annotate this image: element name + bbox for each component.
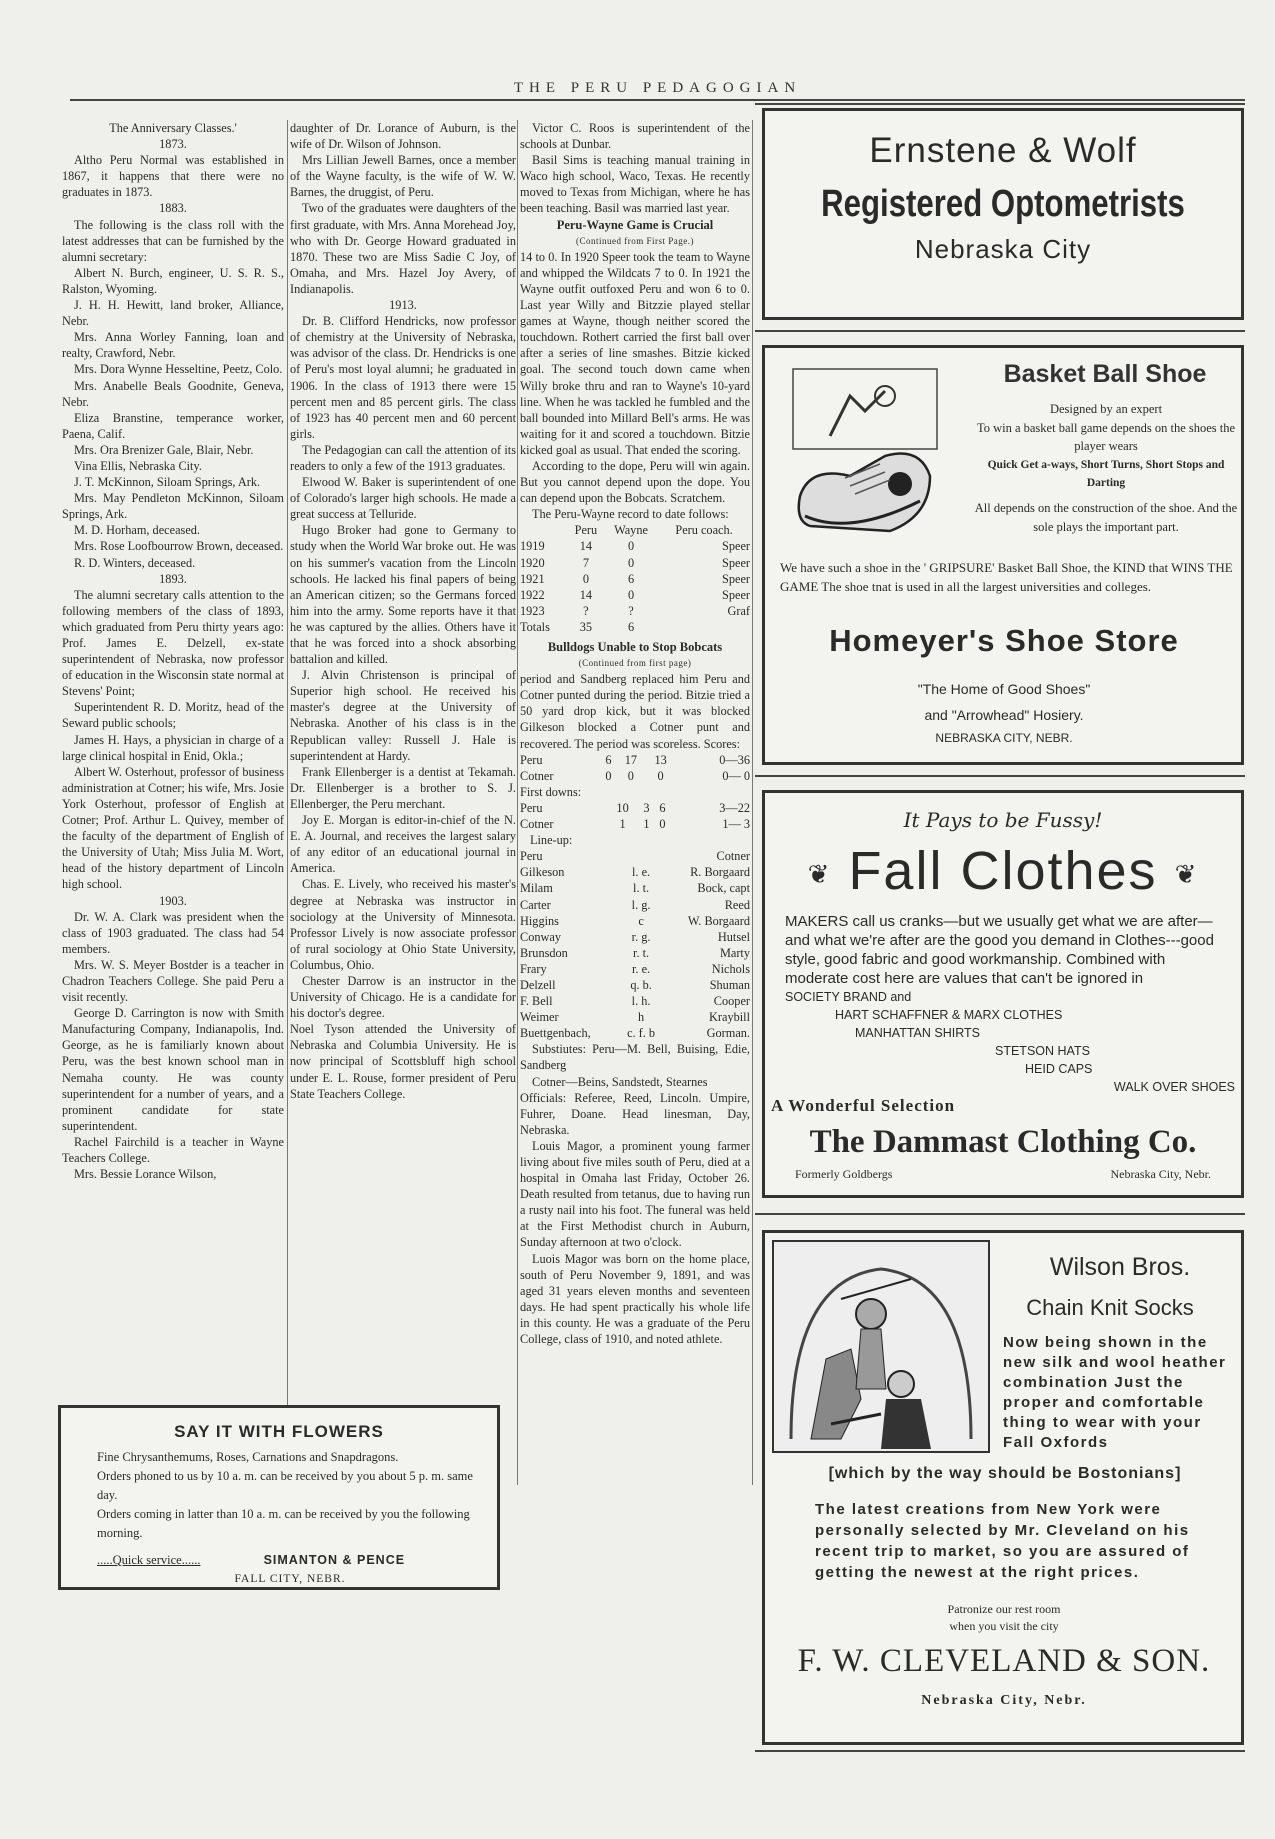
rest-room-line-2: when you visit the city [949, 1619, 1059, 1633]
record-cell: 7 [582, 555, 589, 570]
score-table [520, 752, 750, 784]
score-cell: Peru [520, 752, 543, 767]
paragraph: Chester Darrow is an instructor in the University of Chicago. He is a candidate for his doctor's degree. [290, 973, 516, 1021]
lineup-cell: l. g. [631, 897, 651, 912]
clothing-ad [762, 790, 1244, 1198]
article-headline: Peru-Wayne Game is Crucial [556, 217, 714, 232]
lineup-row [520, 961, 750, 977]
paragraph: Frank Ellenberger is a dentist at Tekamah. Dr. Ellenberger is a brother to S. J. Ellenberger, the Peru merchant. [290, 764, 516, 811]
shoe-line-5: We have such a shoe in the ' GRIPSURE' Basket Ball Shoe, the KIND that WINS THE GAME The shoe tnat is used in all the largest universities and colleges. [780, 560, 1233, 594]
score-cell: 6 [605, 752, 612, 767]
flowers-line-1: Fine Chrysanthemums, Roses, Carnations and Snapdragons. [97, 1450, 399, 1464]
paragraph: M. D. Horham, deceased. [74, 523, 201, 538]
record-row [520, 571, 750, 587]
lineup-cell: Peru [520, 849, 543, 864]
flowers-title: SAY IT WITH FLOWERS [174, 1422, 384, 1441]
lineup-cell: l. t. [633, 881, 650, 896]
lineup-cell: r. e. [632, 961, 651, 976]
record-header-row [520, 522, 750, 538]
column-3-football [520, 120, 750, 1347]
section-heading: 1893. [159, 571, 187, 586]
lineup-cell: Carter [520, 897, 551, 912]
shoe-store-name: Homeyer's Shoe Store [829, 623, 1179, 658]
lineup-row [520, 945, 750, 961]
downs-cell: Cotner [520, 817, 554, 832]
lineup-cell: Brunsdon [520, 945, 568, 960]
lineup-row [520, 1009, 750, 1025]
downs-cell: 3 [643, 800, 650, 815]
optometrists-firm: Ernstene & Wolf [869, 131, 1137, 170]
clothing-body: MAKERS call us cranks—but we usually get what we are after—and what we're after are the good you demand in Clothes---good style, good fabric and good workmanship. Combined with moderate cost here are values that can't be ignored in [785, 913, 1214, 987]
lineup-row [520, 897, 750, 913]
paragraph: Two of the graduates were daughters of the first graduate, with Mrs. Anna Morehead Joy, who with Dr. George Howard graduated in 1870. These two are Miss Sadie C Joy, of Omaha, and Mrs. Hazel Joy Avery, of Indianapolis. [290, 201, 516, 296]
lineup-cell: q. b. [630, 977, 652, 992]
ad-rule [755, 775, 1245, 777]
brand-line-3: MANHATTAN SHIRTS [855, 1026, 981, 1040]
lineup-label: Line-up: [530, 833, 573, 848]
paragraph: Mrs. Anabelle Beals Goodnite, Geneva, Nebr. [62, 378, 284, 409]
optometrists-city: Nebraska City [914, 234, 1092, 264]
cleveland-city: Nebraska City, Nebr. [921, 1693, 1087, 1708]
shoe-line-3: Quick Get a-ways, Short Turns, Short Stops and Darting [987, 458, 1225, 490]
cleveland-firm-name: F. W. CLEVELAND & SON. [797, 1643, 1211, 1679]
column-divider [287, 120, 288, 1485]
lineup-cell: Bock, capt [697, 881, 750, 896]
shoe-line-4: All depends on the construction of the shoe. And the sole plays the important part. [974, 500, 1238, 534]
column-2-alumni-news [290, 120, 516, 1102]
paragraph: J. Alvin Christenson is principal of Superior high school. He received his master's degree at the University of Nebraska. Another of his class is in the Republican valley: Russell J. Hale is superintendent at Hardy. [290, 668, 516, 763]
leaf-ornament-icon: ❦ [1174, 859, 1199, 890]
leaf-ornament-icon: ❦ [807, 859, 832, 890]
optometrists-ad [762, 108, 1244, 320]
record-cell: 6 [627, 619, 635, 634]
score-cell: 0— 0 [722, 768, 750, 783]
flowers-line-3: Orders coming in latter than 10 a. m. can be received by you the following morning. [97, 1507, 470, 1540]
chain-knit-socks-title: Chain Knit Socks [1026, 1295, 1194, 1320]
shoe-line-1: Designed by an expert [1049, 402, 1163, 416]
paragraph: Mrs. Anna Worley Fanning, loan and realty, Crawford, Nebr. [62, 330, 284, 361]
lineup-cell: Reed [724, 897, 750, 912]
lineup-row [520, 913, 750, 929]
downs-cell: 10 [616, 800, 629, 815]
top-rule [70, 99, 1245, 101]
record-cell: 0 [582, 571, 589, 586]
paragraph: Cotner—Beins, Sandstedt, Stearnes [532, 1074, 708, 1089]
lineup-cell: Frary [520, 961, 547, 976]
paragraph: Altho Peru Normal was established in 1867, it happens that there were no graduates in 1873. [62, 153, 284, 200]
peru-wayne-record-table [520, 522, 750, 635]
lineup-cell: F. Bell [520, 994, 553, 1009]
lineup-cell: Gorman. [706, 1026, 750, 1041]
shoe-footer-1: "The Home of Good Shoes" [917, 681, 1091, 697]
bulldogs-article [520, 639, 750, 752]
paragraph: Mrs. Dora Wynne Hesseltine, Peetz, Colo. [74, 362, 283, 377]
paragraph: Albert W. Osterhout, professor of business administration at Cotner; his wife, Mrs. Josie York Osterhout, professor of English at Cotner; Prof. Arthur L. Quivey, member of the faculty of the department of English of the University of Utah; Miss Julia M. Wort, head of the history department of Lincoln high school. [62, 764, 284, 892]
score-cell: 17 [624, 752, 637, 767]
score-row [520, 768, 750, 784]
wilson-bros-title: Wilson Bros. [1049, 1253, 1191, 1281]
paragraph: Hugo Broker had gone to Germany to study when the World War broke out. He was on his summer's vacation from the Lincoln schools. He lacked his final papers of being an American citizen; so the Germans forced him into the army. Some reports have it that he was captured by the allies. Others have it that he was forced into a shock absorbing battalion and killed. [290, 523, 516, 667]
flowers-firm: SIMANTON & PENCE [263, 1553, 406, 1567]
score-cell: 0 [627, 768, 634, 783]
paragraph: Chas. E. Lively, who received his master's degree at Nebraska was instructor in sociology at the University of Minnesota. Professor Lively is now associate professor of rural sociology at Ohio State University, Columbus, Ohio. [290, 877, 516, 972]
lineup-cell: Milam [520, 881, 553, 896]
paragraph: Officials: Referee, Reed, Lincoln. Umpire, Fuhrer, Doane. Head linesman, Day, Nebraska. [520, 1090, 750, 1137]
record-cell: Speer [722, 539, 750, 554]
record-row [520, 619, 750, 635]
score-cell: 0 [605, 768, 612, 783]
paragraph: Dr. B. Clifford Hendricks, now professor of chemistry at the University of Nebraska, was advisor of the class. Dr. Hendricks is one of Peru's most loyal alumni; he graduated in 1906. In the class of 1913 there were 15 percent men and 85 percent girls. The class of 1923 has 40 percent men and 60 percent girls. [290, 314, 516, 441]
lineup-cell: c [638, 913, 644, 928]
paragraph: Luois Magor was born on the home place, south of Peru November 9, 1891, and was aged 31 years eleven months and seventeen days. He had spent practically his whole life in this county. He was a graduate of the Peru College, class of 1910, and noted athlete. [520, 1251, 750, 1347]
lineup-row [520, 880, 750, 896]
paragraph: Mrs. W. S. Meyer Bostder is a teacher in Chadron Teachers College. She paid Peru a visit recently. [62, 957, 284, 1005]
paragraph: The Peru-Wayne record to date follows: [532, 507, 729, 522]
downs-row [520, 800, 750, 816]
record-cell: 6 [627, 571, 635, 586]
lineup-cell: Delzell [520, 977, 556, 992]
lineup-cell: Kraybill [709, 1010, 750, 1025]
lineup-cell: Marty [719, 945, 750, 960]
lineup-row [520, 929, 750, 945]
record-cell: Graf [727, 603, 750, 618]
record-header-cell: Peru [574, 523, 598, 538]
lineup-cell: h [638, 1010, 645, 1025]
paragraph: Superintendent R. D. Moritz, head of the Seward public schools; [62, 700, 284, 731]
record-cell: ? [628, 603, 634, 618]
record-cell: 0 [627, 587, 635, 602]
lineup-row [520, 1025, 750, 1041]
lineup-row [520, 977, 750, 993]
record-cell: ? [583, 603, 589, 618]
ad-rule [755, 330, 1245, 332]
lineup-cell: Nichols [711, 961, 750, 976]
record-cell: 1919 [520, 539, 545, 554]
paragraph: The Pedagogian can call the attention of its readers to only a few of the 1913 graduates. [290, 442, 516, 473]
section-heading: 1903. [159, 893, 187, 908]
clothing-headline-text: Fall Clothes [848, 841, 1158, 901]
lineup-table [520, 848, 750, 1041]
brand-line-6: WALK OVER SHOES [1113, 1080, 1235, 1094]
paragraph: Basil Sims is teaching manual training in Waco high school, Waco, Texas. He recently moved to Texas from Michigan, where he has been teaching. Basil was married last year. [520, 153, 750, 216]
paragraph: Elwood W. Baker is superintendent of one of Colorado's larger high schools. He made a great success at Telluride. [290, 475, 516, 522]
clothing-city: Nebraska City, Nebr. [1110, 1167, 1211, 1181]
paragraph: Albert N. Burch, engineer, U. S. R. S., Ralston, Wyoming. [62, 265, 284, 296]
knight-and-gentleman-illustration [771, 1239, 991, 1454]
paragraph: R. D. Winters, deceased. [74, 555, 196, 570]
latest-creations-text: The latest creations from New York were personally selected by Mr. Cleveland on his recent trip to market, so you are assured of getting the newest at the right prices. [815, 1501, 1190, 1581]
paragraph: Noel Tyson attended the University of Nebraska and Columbia University. He is now principal of Scottsbluff high school under E. L. Rouse, former president of Peru State Teachers College. [290, 1022, 516, 1101]
ad-rule [755, 1750, 1245, 1752]
downs-cell: 6 [659, 800, 666, 815]
section-heading: 1913. [389, 298, 417, 313]
lineup-cell: r. g. [631, 929, 651, 944]
shoe-footer-2: and "Arrowhead" Hosiery. [924, 707, 1084, 723]
paragraph: Joy E. Morgan is editor-in-chief of the N. E. A. Journal, and receives the largest salary of any editor of an educational journal in America. [290, 813, 516, 876]
brand-line-5: HEID CAPS [1025, 1062, 1093, 1076]
downs-cell: 1 [643, 817, 650, 832]
downs-cell: 3—22 [719, 800, 750, 815]
column-divider [752, 120, 753, 1485]
ad-rule [755, 1213, 1245, 1215]
lineup-cell: Higgins [520, 913, 559, 928]
record-cell: 1923 [520, 603, 545, 618]
downs-cell: Peru [520, 800, 543, 815]
record-header-cell: Peru coach. [675, 523, 733, 538]
record-cell: Speer [722, 571, 750, 586]
lineup-row [520, 864, 750, 880]
first-downs-label: First downs: [520, 784, 582, 799]
paragraph: Eliza Branstine, temperance worker, Paena, Calif. [62, 410, 284, 441]
first-downs-table [520, 800, 750, 832]
record-header-cell: Wayne [614, 523, 648, 538]
bostonians-line: [which by the way should be Bostonians] [828, 1465, 1182, 1482]
paragraph: Vina Ellis, Nebraska City. [74, 458, 202, 473]
paragraph: Louis Magor, a prominent young farmer living about five miles south of Peru, died at a hospital in Omaha last Friday, October 26. Death resulted from tetanus, due to having run a rusty nail into his foot. The funeral was held at the First Methodist church in Auburn, Sunday afternoon at two o'clock. [520, 1138, 750, 1250]
paragraph: Rachel Fairchild is a teacher in Wayne Teachers College. [62, 1134, 284, 1165]
lineup-row [520, 848, 750, 864]
lineup-cell: r. t. [633, 945, 650, 960]
shoe-line-2: To win a basket ball game depends on the shoes the player wears [976, 420, 1236, 454]
section-heading: 1873. [159, 137, 187, 152]
record-cell: 0 [627, 555, 635, 570]
record-cell: 35 [579, 619, 593, 634]
lineup-cell: Hutsel [717, 929, 750, 944]
record-header-cell [520, 522, 568, 538]
record-cell: Speer [722, 587, 750, 602]
downs-cell: 1— 3 [722, 817, 750, 832]
record-cell: 1921 [520, 571, 545, 586]
lineup-cell: Buettgenbach, [520, 1026, 591, 1041]
score-cell: 0—36 [719, 752, 750, 767]
score-cell: 0 [657, 768, 664, 783]
lineup-cell [621, 848, 661, 864]
record-cell: Totals [520, 619, 550, 634]
section-heading: The Anniversary Classes.' [109, 121, 237, 135]
flowers-ad [58, 1405, 500, 1590]
socks-description: Now being shown in the new silk and wool heather combination Just the proper and comfortable thing to wear with your Fall Oxfords [1003, 1334, 1227, 1451]
paragraph: Dr. W. A. Clark was president when the class of 1903 graduated. The class had 54 members. [62, 909, 284, 956]
cleveland-ad [762, 1230, 1244, 1745]
record-cell: 14 [579, 539, 593, 554]
lineup-cell: Cooper [713, 994, 750, 1009]
score-cell: Cotner [520, 768, 554, 783]
lineup-row [520, 993, 750, 1009]
paragraph: The following is the class roll with the latest addresses that can be furnished by the alumni secretary: [62, 217, 284, 264]
record-row [520, 587, 750, 603]
lineup-cell: Cotner [716, 849, 750, 864]
masthead: THE PERU PEDAGOGIAN [513, 80, 802, 96]
record-cell: Speer [722, 555, 750, 570]
selection-line: A Wonderful Selection [771, 1096, 956, 1115]
article-headline: Bulldogs Unable to Stop Bobcats [547, 640, 723, 654]
paragraph: According to the dope, Peru will win again. But you cannot depend upon the dope. You can depend upon the Bobcats. Scratchem. [520, 458, 750, 506]
column-1-anniversary-classes [62, 120, 284, 1182]
paragraph: (Continued from First Page.) [576, 235, 694, 246]
section-heading: 1883. [159, 201, 187, 216]
downs-row [520, 816, 750, 832]
paragraph: J. T. McKinnon, Siloam Springs, Ark. [74, 475, 261, 490]
paragraph: Mrs Lillian Jewell Barnes, once a member of the Wayne faculty, is the wife of W. W. Barnes, the druggist, of Peru. [290, 153, 516, 200]
record-row [520, 555, 750, 571]
shoe-store-ad [762, 345, 1244, 765]
shoe-ad-title: Basket Ball Shoe [1003, 360, 1207, 388]
flowers-line-2: Orders phoned to us by 10 a. m. can be received by you about 5 p. m. same day. [97, 1469, 473, 1502]
flowers-quick-service: .....Quick service...... [97, 1553, 201, 1567]
brand-line-4: STETSON HATS [995, 1044, 1090, 1058]
flowers-city: FALL CITY, NEBR. [234, 1573, 346, 1585]
clothing-headline [765, 840, 1241, 902]
paragraph: Substiutes: Peru—M. Bell, Buising, Edie, Sandberg [520, 1042, 750, 1073]
paragraph: Victor C. Roos is superintendent of the schools at Dunbar. [520, 121, 750, 152]
brand-line-2: HART SCHAFFNER & MARX CLOTHES [835, 1008, 1063, 1022]
peru-wayne-article [520, 120, 750, 522]
score-row [520, 752, 750, 768]
record-cell [658, 619, 750, 635]
lineup-cell: c. f. b [627, 1026, 656, 1041]
paragraph: period and Sandberg replaced him Peru and Cotner punted during the period. Bitzie tried a 50 yard drop kick, but it was blocked Gilkeson blocked a Cotner punt and recovered. The period was scoreless. Scores: [520, 672, 750, 751]
basketball-shoe-illustration [790, 366, 940, 541]
paragraph: The alumni secretary calls attention to the following members of the class of 1893, which graduated from Peru thirty years ago: Prof. James E. Delzell, ex-state superintendent of Nebraska, now professor of education in the Wisconsin state normal at Stevens' Point; [62, 587, 284, 699]
magor-obituary [520, 1041, 750, 1347]
lineup-cell: Shuman [709, 977, 750, 992]
lineup-cell: Conway [520, 929, 561, 944]
lineup-cell: R. Borgaard [690, 865, 750, 880]
lineup-cell: W. Borgaard [687, 913, 750, 928]
lineup-cell: Gilkeson [520, 865, 565, 880]
column-divider [517, 120, 518, 1485]
paragraph: Mrs. May Pendleton McKinnon, Siloam Springs, Ark. [62, 491, 284, 522]
rest-room-line-1: Patronize our rest room [947, 1602, 1061, 1616]
clothing-store-name: The Dammast Clothing Co. [809, 1124, 1197, 1160]
lineup-cell: l. e. [632, 865, 651, 880]
downs-cell: 1 [619, 817, 626, 832]
formerly-line: Formerly Goldbergs [795, 1167, 893, 1181]
paragraph: James H. Hays, a physician in charge of a large clinical hospital in Enid, Okla.; [62, 732, 284, 763]
record-cell: 0 [627, 539, 635, 554]
record-row [520, 538, 750, 554]
paragraph: daughter of Dr. Lorance of Auburn, is the wife of Dr. Wilson of Johnson. [290, 121, 516, 152]
record-cell: 14 [579, 587, 593, 602]
paragraph: Mrs. Rose Loofbourrow Brown, deceased. [74, 539, 284, 554]
clothing-tagline: It Pays to be Fussy! [903, 808, 1103, 832]
paragraph: 14 to 0. In 1920 Speer took the team to Wayne and whipped the Wildcats 7 to 0. In 1921 the Wayne outfit outfoxed Peru and won 6 to 0. Last year Willy and Bitzzie played stellar games at Wayne, though neither scored the touchdown. Rothert carried the first ball over after a series of line smashes. Bitzie kicked goal. The second touch down came when Willy broke thru and ran to Wayne's 10-yard line. When he was tackled he fumbled and the ball bounded into Millard Bell's arms. He was waiting for it and scored a touchdown. Bitzie kicked goal as usual. That ended the scoring. [520, 249, 750, 457]
downs-cell: 0 [659, 817, 666, 832]
lineup-cell: Weimer [520, 1010, 559, 1025]
paragraph: (Continued from first page) [578, 658, 692, 669]
optometrists-title: Registered Optometrists [821, 183, 1185, 225]
brand-line-1: SOCIETY BRAND and [785, 990, 912, 1004]
paragraph: George D. Carrington is now with Smith Manufacturing Company, Indianapolis, Ind. George, as he is familiarly known about Peru, was the best known school man in Nemaha county. He was county superintendent for a number of years, and a prominent candidate for state superintendent. [62, 1006, 284, 1133]
record-cell: 1920 [520, 555, 545, 570]
shoe-footer-3: NEBRASKA CITY, NEBR. [935, 731, 1073, 745]
score-cell: 13 [654, 752, 667, 767]
paragraph: Mrs. Ora Brenizer Gale, Blair, Nebr. [74, 442, 254, 457]
record-cell: 1922 [520, 587, 545, 602]
ad-rule [755, 103, 1245, 105]
lineup-cell: l. h. [631, 994, 651, 1009]
record-row [520, 603, 750, 619]
paragraph: J. H. H. Hewitt, land broker, Alliance, Nebr. [62, 298, 284, 329]
paragraph: Mrs. Bessie Lorance Wilson, [74, 1167, 217, 1182]
